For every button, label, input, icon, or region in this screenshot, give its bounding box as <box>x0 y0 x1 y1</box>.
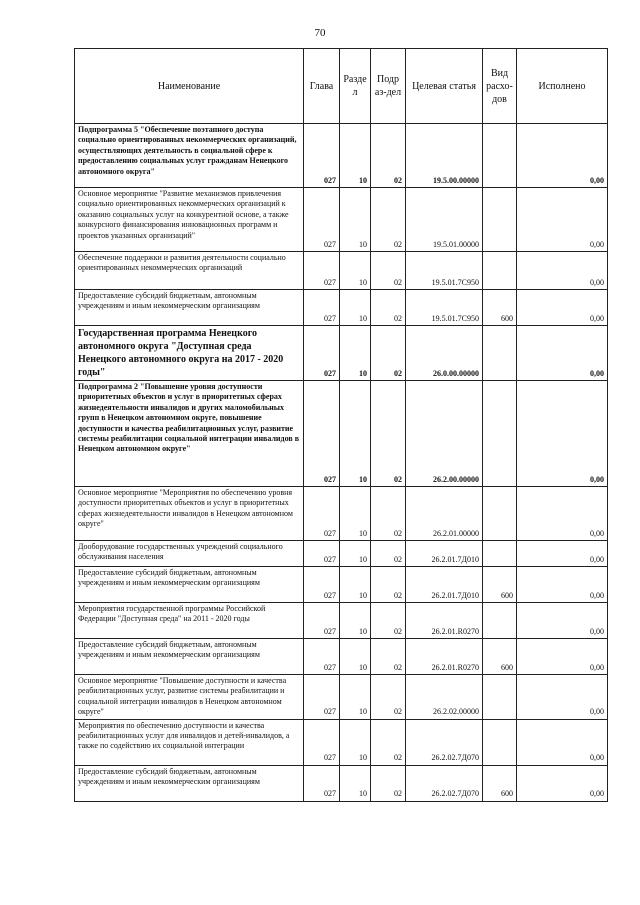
table-header-row <box>75 49 608 124</box>
row-executed: 0,00 <box>517 252 608 290</box>
table-row <box>75 639 608 675</box>
row-target: 19.5.01.7С950 <box>406 252 483 290</box>
row-glava: 027 <box>304 765 340 801</box>
row-razdel: 10 <box>340 124 371 188</box>
row-target: 26.0.00.00000 <box>406 326 483 381</box>
header-razdel: Разде л <box>340 49 371 124</box>
row-executed: 0,00 <box>517 639 608 675</box>
table-row <box>75 124 608 188</box>
row-glava: 027 <box>304 326 340 381</box>
row-vid: 600 <box>483 567 517 603</box>
row-target: 26.2.01.00000 <box>406 487 483 541</box>
table-row <box>75 252 608 290</box>
row-vid <box>483 541 517 567</box>
row-podrazdel: 02 <box>371 603 406 639</box>
row-podrazdel: 02 <box>371 124 406 188</box>
row-executed: 0,00 <box>517 675 608 720</box>
row-podrazdel: 02 <box>371 252 406 290</box>
row-glava: 027 <box>304 603 340 639</box>
row-target: 26.2.01.R0270 <box>406 639 483 675</box>
row-glava: 027 <box>304 541 340 567</box>
row-glava: 027 <box>304 719 340 765</box>
row-target: 26.2.02.00000 <box>406 675 483 720</box>
row-podrazdel: 02 <box>371 765 406 801</box>
table-row <box>75 290 608 326</box>
row-podrazdel: 02 <box>371 290 406 326</box>
row-podrazdel: 02 <box>371 719 406 765</box>
row-vid <box>483 326 517 381</box>
table-row <box>75 567 608 603</box>
row-glava: 027 <box>304 639 340 675</box>
row-vid <box>483 124 517 188</box>
table-row <box>75 765 608 801</box>
row-razdel: 10 <box>340 541 371 567</box>
row-glava: 027 <box>304 290 340 326</box>
row-vid <box>483 188 517 252</box>
row-name: Дооборудование государственных учреждений социального обслуживания населения <box>75 541 304 567</box>
table-row <box>75 719 608 765</box>
header-glava: Глава <box>304 49 340 124</box>
row-podrazdel: 02 <box>371 188 406 252</box>
row-target: 26.2.02.7Д070 <box>406 765 483 801</box>
row-vid: 600 <box>483 639 517 675</box>
row-razdel: 10 <box>340 567 371 603</box>
table-row <box>75 188 608 252</box>
row-podrazdel: 02 <box>371 541 406 567</box>
row-executed: 0,00 <box>517 124 608 188</box>
row-glava: 027 <box>304 675 340 720</box>
row-vid <box>483 487 517 541</box>
row-target: 26.2.01.R0270 <box>406 603 483 639</box>
row-executed: 0,00 <box>517 719 608 765</box>
row-target: 26.2.01.7Д010 <box>406 541 483 567</box>
header-podrazdel: Подр аз-дел <box>371 49 406 124</box>
table-row <box>75 675 608 720</box>
row-name: Государственная программа Ненецкого автономного округа "Доступная среда Ненецкого автономного округа на 2017 - 2020 годы" <box>75 326 304 381</box>
row-executed: 0,00 <box>517 381 608 487</box>
row-name: Предоставление субсидий бюджетным, автономным учреждениям и иным некоммерческим организациям <box>75 290 304 326</box>
row-podrazdel: 02 <box>371 675 406 720</box>
row-vid <box>483 675 517 720</box>
table-row <box>75 326 608 381</box>
row-name: Подпрограмма 2 "Повышение уровня доступности приоритетных объектов и услуг в приоритетных сферах жизнедеятельности инвалидов и других маломобильных групп в Ненецком автономном округе, повышение доступности и качества реабилитационных услуг, развитие системы реабилитации социальной интеграции инвалидов в Ненецком автономном округе" <box>75 381 304 487</box>
row-executed: 0,00 <box>517 188 608 252</box>
row-razdel: 10 <box>340 487 371 541</box>
row-vid <box>483 381 517 487</box>
row-name: Основное мероприятие "Мероприятия по обеспечению уровня доступности приоритетных объектов и услуг в приоритетных сферах жизнедеятельности инвалидов в Ненецком автономном округе" <box>75 487 304 541</box>
row-name: Подпрограмма 5 "Обеспечение поэтапного доступа социально ориентированных некоммерческих организаций, осуществляющих деятельность в социальной сфере к предоставлению социальных услуг гражданам Ненецкого автономного округа" <box>75 124 304 188</box>
row-name: Основное мероприятие "Повышение доступности и качества реабилитационных услуг, развитие системы реабилитации и социальной интеграции инвалидов в Ненецком автономном округе" <box>75 675 304 720</box>
row-glava: 027 <box>304 188 340 252</box>
row-executed: 0,00 <box>517 567 608 603</box>
row-name: Предоставление субсидий бюджетным, автономным учреждениям и иным некоммерческим организациям <box>75 765 304 801</box>
row-razdel: 10 <box>340 639 371 675</box>
row-executed: 0,00 <box>517 765 608 801</box>
row-executed: 0,00 <box>517 487 608 541</box>
row-glava: 027 <box>304 487 340 541</box>
row-podrazdel: 02 <box>371 487 406 541</box>
row-glava: 027 <box>304 381 340 487</box>
row-name: Мероприятия по обеспечению доступности и качества реабилитационных услуг для инвалидов и детей-инвалидов, а также по содействию их социальной интеграции <box>75 719 304 765</box>
row-vid: 600 <box>483 290 517 326</box>
row-vid <box>483 603 517 639</box>
row-executed: 0,00 <box>517 326 608 381</box>
header-vid: Вид расхо- дов <box>483 49 517 124</box>
row-razdel: 10 <box>340 603 371 639</box>
table-row <box>75 487 608 541</box>
row-podrazdel: 02 <box>371 567 406 603</box>
header-target: Целевая статья <box>406 49 483 124</box>
row-razdel: 10 <box>340 252 371 290</box>
row-razdel: 10 <box>340 326 371 381</box>
row-podrazdel: 02 <box>371 381 406 487</box>
row-target: 26.2.02.7Д070 <box>406 719 483 765</box>
row-vid: 600 <box>483 765 517 801</box>
row-name: Мероприятия государственной программы Российской Федерации "Доступная среда" на 2011 - 2020 годы <box>75 603 304 639</box>
row-executed: 0,00 <box>517 290 608 326</box>
row-podrazdel: 02 <box>371 639 406 675</box>
budget-table <box>74 48 608 802</box>
row-target: 19.5.00.00000 <box>406 124 483 188</box>
row-name: Основное мероприятие "Развитие механизмов привлечения социально ориентированных некоммерческих организаций к оказанию социальных услуг на конкурентной основе, а также конкурсного финансирования инновационных программ и проектов указанных организаций" <box>75 188 304 252</box>
row-razdel: 10 <box>340 675 371 720</box>
row-razdel: 10 <box>340 188 371 252</box>
row-executed: 0,00 <box>517 541 608 567</box>
row-target: 19.5.01.7С950 <box>406 290 483 326</box>
row-razdel: 10 <box>340 290 371 326</box>
table-body <box>75 124 608 802</box>
row-razdel: 10 <box>340 765 371 801</box>
row-target: 19.5.01.00000 <box>406 188 483 252</box>
row-executed: 0,00 <box>517 603 608 639</box>
table-row <box>75 541 608 567</box>
row-glava: 027 <box>304 567 340 603</box>
row-glava: 027 <box>304 252 340 290</box>
table-row <box>75 603 608 639</box>
table-row <box>75 381 608 487</box>
row-glava: 027 <box>304 124 340 188</box>
row-razdel: 10 <box>340 381 371 487</box>
row-podrazdel: 02 <box>371 326 406 381</box>
page-number: 70 <box>314 27 326 39</box>
row-name: Предоставление субсидий бюджетным, автономным учреждениям и иным некоммерческим организациям <box>75 567 304 603</box>
row-target: 26.2.01.7Д010 <box>406 567 483 603</box>
row-razdel: 10 <box>340 719 371 765</box>
header-executed: Исполнено <box>517 49 608 124</box>
header-name: Наименование <box>75 49 304 124</box>
row-target: 26.2.00.00000 <box>406 381 483 487</box>
row-vid <box>483 719 517 765</box>
row-name: Обеспечение поддержки и развития деятельности социально ориентированных некоммерческих организаций <box>75 252 304 290</box>
row-vid <box>483 252 517 290</box>
row-name: Предоставление субсидий бюджетным, автономным учреждениям и иным некоммерческим организациям <box>75 639 304 675</box>
